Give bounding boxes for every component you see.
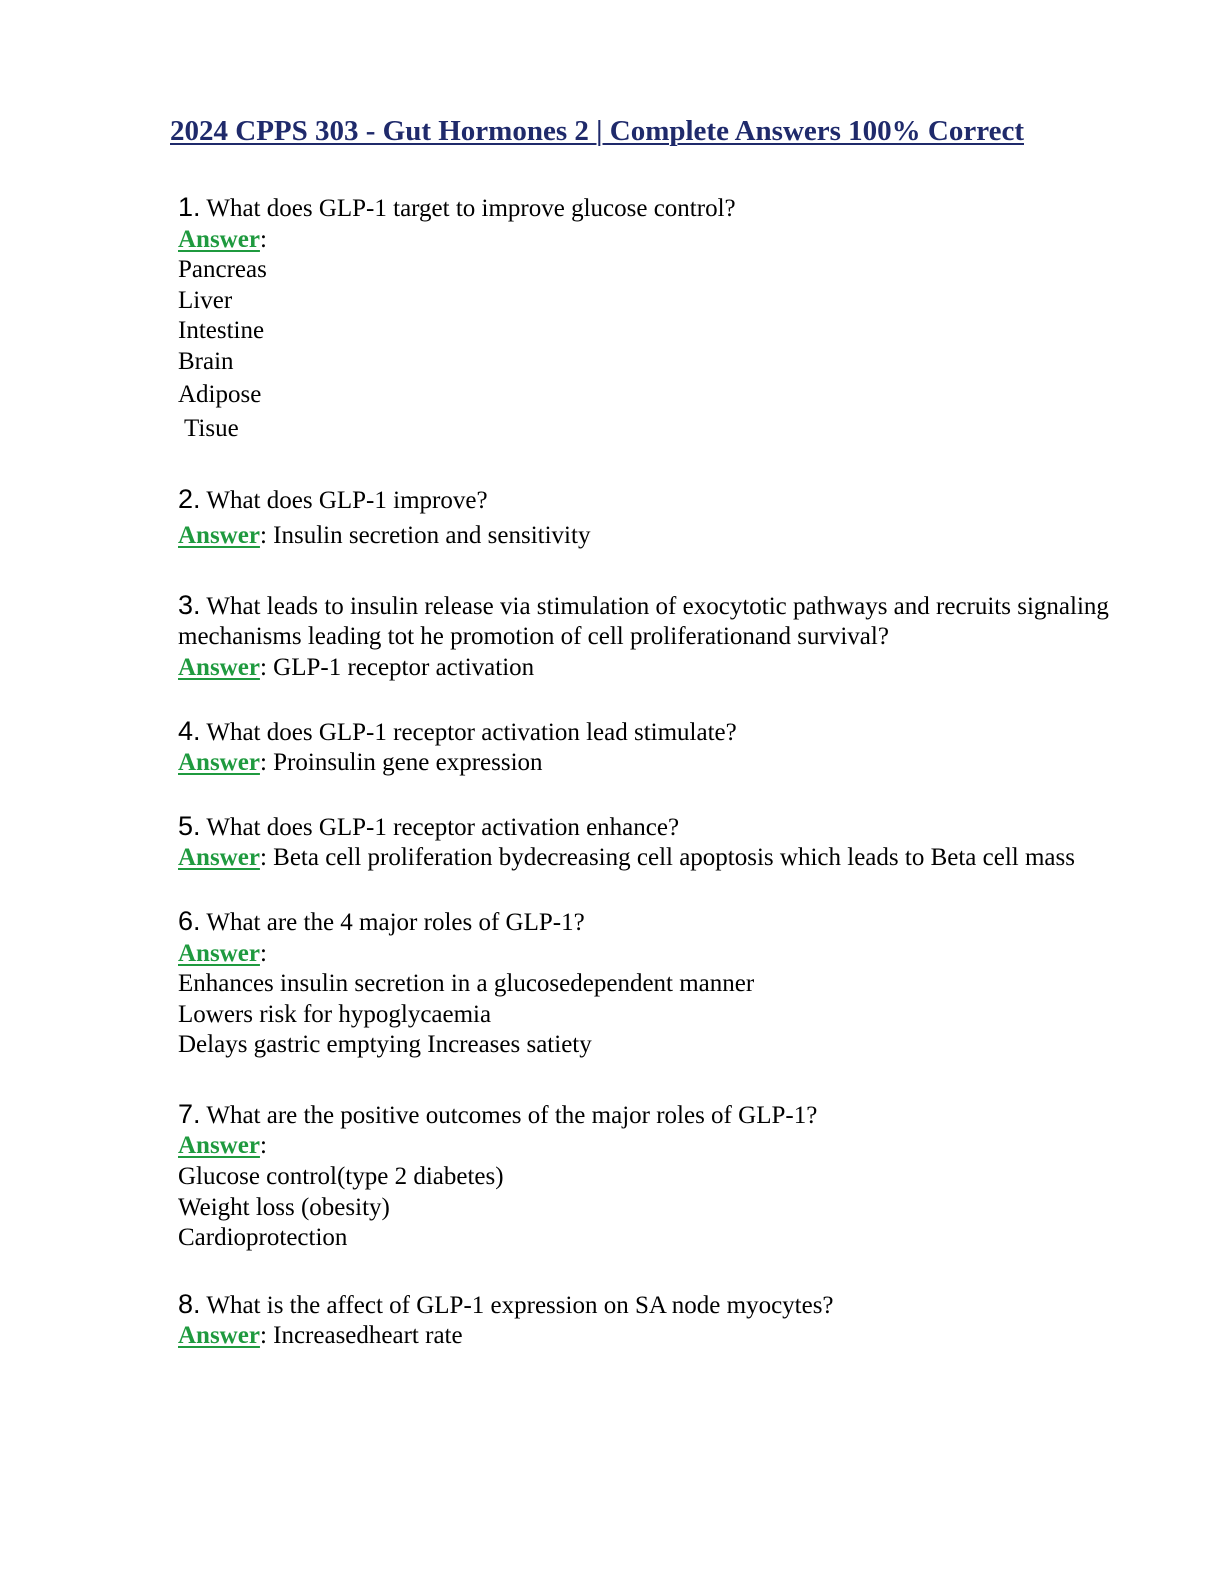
question-2: 2. What does GLP-1 improve? — [178, 483, 488, 514]
answer-items-6 — [178, 969, 1118, 1061]
question-text: What is the affect of GLP-1 expression on SA node myocytes? — [206, 1291, 834, 1319]
answer-items-7 — [178, 1162, 1118, 1254]
answer-label: Answer — [178, 1132, 260, 1160]
question-text: What leads to insulin release via stimulation of exocytotic pathways and recruits signaling mechanisms leading tot he promotion of cell proliferationand survival? — [178, 592, 1109, 651]
answer-label: Answer — [178, 844, 260, 872]
question-text: What does GLP-1 target to improve glucose control? — [206, 195, 736, 222]
question-number: 4 — [178, 715, 194, 746]
answer-text: Insulin secretion and sensitivity — [273, 522, 591, 550]
question-text: What are the 4 major roles of GLP-1? — [206, 908, 585, 936]
answer-item: Tisue — [184, 414, 239, 442]
question-number: 3 — [178, 589, 194, 620]
qa-item-2 — [178, 484, 1118, 552]
question-6: 6. What are the 4 major roles of GLP-1? — [178, 905, 585, 936]
answer-8: Answer: Increasedheart rate — [178, 1322, 463, 1350]
answer-label: Answer — [178, 749, 260, 777]
question-number: 6 — [178, 905, 194, 936]
question-text: What are the positive outcomes of the major roles of GLP-1? — [206, 1101, 818, 1129]
page-title: 2024 CPPS 303 - Gut Hormones 2 | Complete Answers 100% Correct — [170, 115, 1024, 147]
qa-item-1 — [178, 192, 1118, 446]
answer-item: Weight loss (obesity) — [178, 1193, 390, 1221]
qa-list — [178, 192, 1118, 1384]
question-text: What does GLP-1 receptor activation lead stimulate? — [206, 718, 737, 746]
question-text: What does GLP-1 receptor activation enhance? — [206, 813, 680, 841]
answer-5: Answer: Beta cell proliferation bydecreasing cell apoptosis which leads to Beta cell mass — [178, 844, 1075, 872]
qa-item-7 — [178, 1099, 1118, 1254]
qa-item-6 — [178, 906, 1118, 1061]
answer-item: Adipose — [178, 380, 262, 408]
question-number: 2 — [178, 483, 194, 514]
answer-label: Answer — [178, 522, 260, 550]
question-3: 3. What leads to insulin release via stimulation of exocytotic pathways and recruits signaling mechanisms leading tot he promotion of cell proliferationand survival? — [178, 589, 1109, 651]
question-text: What does GLP-1 improve? — [206, 486, 488, 514]
answer-item: Cardioprotection — [178, 1224, 348, 1252]
answer-6: Answer: — [178, 939, 267, 967]
answer-item: Glucose control(type 2 diabetes) — [178, 1163, 504, 1191]
answer-label: Answer — [178, 1322, 260, 1350]
answer-text: GLP-1 receptor activation — [273, 653, 535, 681]
qa-item-5 — [178, 811, 1118, 874]
answer-items-1 — [178, 255, 1118, 445]
qa-item-8 — [178, 1289, 1118, 1352]
answer-4: Answer: Proinsulin gene expression — [178, 749, 543, 777]
question-4: 4. What does GLP-1 receptor activation lead stimulate? — [178, 715, 737, 746]
question-8: 8. What is the affect of GLP-1 expression on SA node myocytes? — [178, 1288, 834, 1319]
answer-label: Answer — [178, 225, 260, 253]
answer-7: Answer: — [178, 1132, 267, 1160]
answer-1: Answer: — [178, 225, 267, 253]
answer-item: Enhances insulin secretion in a glucosedependent manner — [178, 970, 755, 998]
answer-text: Proinsulin gene expression — [273, 749, 543, 777]
answer-item: Pancreas — [178, 256, 267, 284]
answer-label: Answer — [178, 653, 260, 681]
answer-label: Answer — [178, 939, 260, 967]
answer-text: Increasedheart rate — [273, 1322, 463, 1350]
qa-item-4 — [178, 716, 1118, 779]
answer-2: Answer: Insulin secretion and sensitivity — [178, 522, 591, 550]
question-7: 7. What are the positive outcomes of the major roles of GLP-1? — [178, 1098, 818, 1129]
answer-item: Lowers risk for hypoglycaemia — [178, 1000, 492, 1028]
answer-item: Intestine — [178, 317, 265, 345]
answer-3: Answer: GLP-1 receptor activation — [178, 653, 535, 681]
question-number: 1 — [178, 192, 194, 222]
answer-item: Liver — [178, 286, 233, 314]
question-1: 1. What does GLP-1 target to improve glucose control? — [178, 192, 736, 222]
answer-text: Beta cell proliferation bydecreasing cell apoptosis which leads to Beta cell mass — [273, 844, 1075, 872]
question-5: 5. What does GLP-1 receptor activation enhance? — [178, 810, 680, 841]
qa-item-3 — [178, 590, 1118, 684]
question-number: 5 — [178, 810, 194, 841]
answer-item: Brain — [178, 347, 234, 375]
answer-item: Delays gastric emptying Increases satiety — [178, 1031, 592, 1059]
question-number: 8 — [178, 1288, 194, 1319]
question-number: 7 — [178, 1098, 194, 1129]
